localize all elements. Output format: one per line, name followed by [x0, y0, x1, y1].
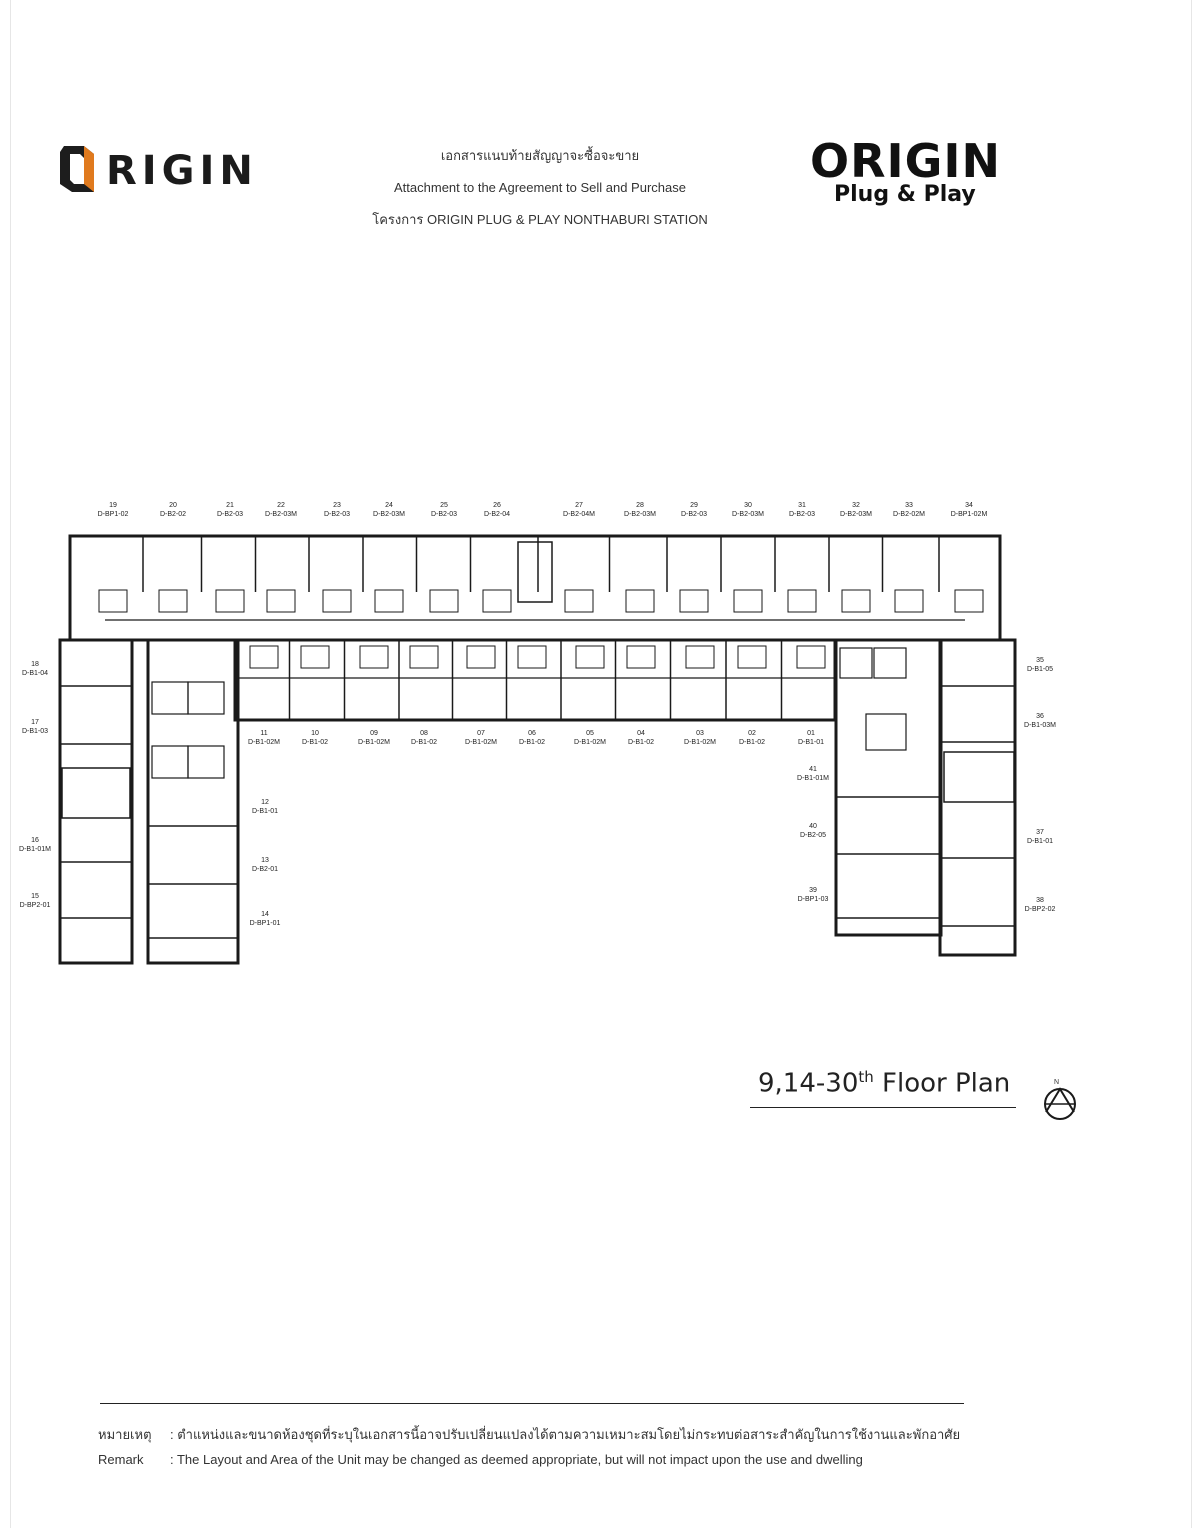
left-outer-unit-label-type: D-B1-01M — [19, 846, 51, 853]
top-unit-label-type: D-BP1-02 — [97, 511, 129, 518]
top-unit-label-number: 31 — [798, 502, 806, 509]
top-unit-bathroom — [955, 590, 983, 612]
top-unit-label-type: D-B2-04M — [563, 511, 595, 518]
left-outer-unit-label-number: 17 — [31, 719, 39, 726]
top-unit-bathroom — [216, 590, 244, 612]
top-unit-label-number: 26 — [493, 502, 501, 509]
right-outer-unit-label-type: D-BP2-02 — [1024, 906, 1056, 913]
top-unit-label-number: 33 — [905, 502, 913, 509]
inner-unit-label-type: D-B1-02 — [410, 739, 438, 746]
top-unit-bathroom — [99, 590, 127, 612]
top-unit-bathroom — [626, 590, 654, 612]
top-unit-label-type: D-B2-03 — [788, 511, 816, 518]
inner-unit-label-number: 04 — [637, 730, 645, 737]
top-unit-label-number: 28 — [636, 502, 644, 509]
right-inner-unit-label-number: 39 — [809, 887, 817, 894]
top-unit-label-type: D-B2-03M — [373, 511, 405, 518]
top-unit-label-type: D-B2-03M — [624, 511, 656, 518]
top-unit-label-number: 29 — [690, 502, 698, 509]
top-unit-label-number: 34 — [965, 502, 973, 509]
origin-o-mark-icon — [58, 144, 96, 194]
top-unit-label-number: 32 — [852, 502, 860, 509]
remark-english-text: : The Layout and Area of the Unit may be changed as deemed appropriate, but will not impact upon the use and dwelling — [170, 1452, 863, 1467]
origin-wordmark: RIGIN — [106, 148, 258, 194]
inner-unit-bathroom — [738, 646, 766, 668]
right-inner-unit-label-number: 41 — [809, 766, 817, 773]
header-line-thai: เอกสารแนบท้ายสัญญาจะซื้อจะขาย — [440, 148, 640, 163]
left-inner-unit-label-number: 13 — [261, 857, 269, 864]
inner-unit-label-type: D-B1-02M — [574, 739, 606, 746]
floor-range: 9,14-30 — [758, 1068, 859, 1099]
inner-unit-label-type: D-B1-02M — [358, 739, 390, 746]
top-unit-bathroom — [375, 590, 403, 612]
right-outer-unit-label-number: 35 — [1036, 657, 1044, 664]
top-unit-bathroom — [267, 590, 295, 612]
origin-plug-play-logo — [808, 134, 1018, 214]
remarks-divider — [100, 1403, 964, 1404]
top-unit-label-number: 24 — [385, 502, 393, 509]
top-unit-bathroom — [680, 590, 708, 612]
inner-unit-label-number: 07 — [477, 730, 485, 737]
inner-unit-label-type: D-B1-01 — [797, 739, 825, 746]
remark-thai — [98, 1424, 960, 1445]
right-outer-unit-label-type: D-B1-01 — [1026, 838, 1054, 845]
top-unit-label-number: 27 — [575, 502, 583, 509]
remark-thai-text: : ตำแหน่งและขนาดห้องชุดที่ระบุในเอกสารนี้อาจปรับเปลี่ยนแปลงได้ตามความเหมาะสมโดยไม่กระทบต่อสาระสำคัญในการใช้งานและพักอาศัย — [170, 1427, 961, 1442]
floor-plan-label: Floor Plan — [873, 1068, 1011, 1099]
inner-unit-label-type: D-B1-02 — [518, 739, 546, 746]
inner-unit-bathroom — [686, 646, 714, 668]
inner-unit-label-number: 09 — [370, 730, 378, 737]
header-line-english: Attachment to the Agreement to Sell and Purchase — [394, 180, 686, 195]
top-unit-bathroom — [565, 590, 593, 612]
inner-unit-label-number: 01 — [807, 730, 815, 737]
right-outer-unit-label-type: D-B1-03M — [1024, 722, 1056, 729]
north-arrow-icon — [1040, 1076, 1080, 1122]
remark-thai-label: หมายเหตุ — [98, 1427, 152, 1442]
header-project-line: โครงการ ORIGIN PLUG & PLAY NONTHABURI STATION — [372, 212, 708, 227]
top-unit-label-type: D-B2-03 — [216, 511, 244, 518]
top-unit-label-number: 30 — [744, 502, 752, 509]
left-outer-unit-label-type: D-BP2-01 — [19, 902, 51, 909]
left-inner-unit-label-type: D-B1-01 — [251, 808, 279, 815]
top-unit-label-type: D-B2-03 — [680, 511, 708, 518]
north-label: N — [1054, 1079, 1060, 1086]
inner-unit-bathroom — [360, 646, 388, 668]
inner-unit-bathroom — [467, 646, 495, 668]
top-unit-label-type: D-B2-02 — [159, 511, 187, 518]
inner-unit-label-number: 08 — [420, 730, 428, 737]
right-outer-unit-label-number: 37 — [1036, 829, 1044, 836]
top-unit-label-type: D-B2-03M — [265, 511, 297, 518]
top-unit-label-number: 21 — [226, 502, 234, 509]
left-inner-unit-label-type: D-BP1-01 — [249, 920, 281, 927]
top-unit-label-number: 23 — [333, 502, 341, 509]
remark-english-label: Remark — [98, 1452, 144, 1467]
inner-unit-bathroom — [410, 646, 438, 668]
left-inner-unit-label-number: 12 — [261, 799, 269, 806]
inner-unit-label-type: D-B1-02M — [684, 739, 716, 746]
left-inner-unit-label-number: 14 — [261, 911, 269, 918]
left-inner-unit-label-type: D-B2-01 — [251, 866, 279, 873]
left-outer-unit-label-number: 16 — [31, 837, 39, 844]
floor-plan-drawing — [0, 490, 1200, 980]
top-unit-bathroom — [895, 590, 923, 612]
origin-logo-left — [58, 144, 258, 194]
inner-unit-label-type: D-B1-02M — [465, 739, 497, 746]
top-unit-label-number: 22 — [277, 502, 285, 509]
inner-unit-label-number: 06 — [528, 730, 536, 737]
top-unit-label-type: D-B2-03 — [323, 511, 351, 518]
inner-unit-bathroom — [627, 646, 655, 668]
origin-logo-text: ORIGIN — [810, 134, 1002, 188]
top-unit-label-type: D-B2-03M — [732, 511, 764, 518]
inner-unit-label-type: D-B1-02 — [627, 739, 655, 746]
inner-unit-label-type: D-B1-02M — [248, 739, 280, 746]
inner-unit-label-number: 03 — [696, 730, 704, 737]
right-inner-unit-label-number: 40 — [809, 823, 817, 830]
top-unit-bathroom — [842, 590, 870, 612]
inner-unit-bathroom — [518, 646, 546, 668]
top-unit-bathroom — [159, 590, 187, 612]
top-unit-label-type: D-B2-03M — [840, 511, 872, 518]
top-unit-label-number: 19 — [109, 502, 117, 509]
right-outer-unit-label-type: D-B1-05 — [1026, 666, 1054, 673]
plug-play-logo-text: Plug & Play — [834, 182, 976, 207]
right-outer-unit-label-number: 36 — [1036, 713, 1044, 720]
inner-unit-bathroom — [576, 646, 604, 668]
left-outer-unit-label-type: D-B1-04 — [21, 670, 49, 677]
inner-unit-label-type: D-B1-02 — [301, 739, 329, 746]
top-unit-label-number: 25 — [440, 502, 448, 509]
top-unit-bathroom — [323, 590, 351, 612]
inner-unit-bathroom — [301, 646, 329, 668]
inner-unit-label-number: 02 — [748, 730, 756, 737]
right-inner-unit-label-type: D-B2-05 — [799, 832, 827, 839]
top-unit-bathroom — [734, 590, 762, 612]
inner-unit-label-number: 11 — [260, 730, 268, 737]
top-unit-bathroom — [430, 590, 458, 612]
inner-unit-label-type: D-B1-02 — [738, 739, 766, 746]
top-unit-bathroom — [483, 590, 511, 612]
inner-unit-bathroom — [250, 646, 278, 668]
top-unit-label-type: D-B2-04 — [483, 511, 511, 518]
top-unit-label-type: D-B2-02M — [893, 511, 925, 518]
inner-unit-label-number: 10 — [311, 730, 319, 737]
left-outer-unit-label-type: D-B1-03 — [21, 728, 49, 735]
top-unit-bathroom — [788, 590, 816, 612]
top-unit-label-type: D-BP1-02M — [950, 511, 988, 518]
left-outer-unit-label-number: 18 — [31, 661, 39, 668]
floor-plan-title — [750, 1068, 1016, 1108]
document-header — [340, 140, 740, 236]
inner-unit-bathroom — [797, 646, 825, 668]
inner-unit-label-number: 05 — [586, 730, 594, 737]
right-outer-unit-label-number: 38 — [1036, 897, 1044, 904]
right-inner-unit-label-type: D-B1-01M — [797, 775, 829, 782]
top-unit-label-type: D-B2-03 — [430, 511, 458, 518]
remark-english — [98, 1452, 863, 1467]
left-outer-unit-label-number: 15 — [31, 893, 39, 900]
top-unit-label-number: 20 — [169, 502, 177, 509]
floor-ordinal-suffix: th — [858, 1068, 874, 1086]
right-inner-unit-label-type: D-BP1-03 — [797, 896, 829, 903]
